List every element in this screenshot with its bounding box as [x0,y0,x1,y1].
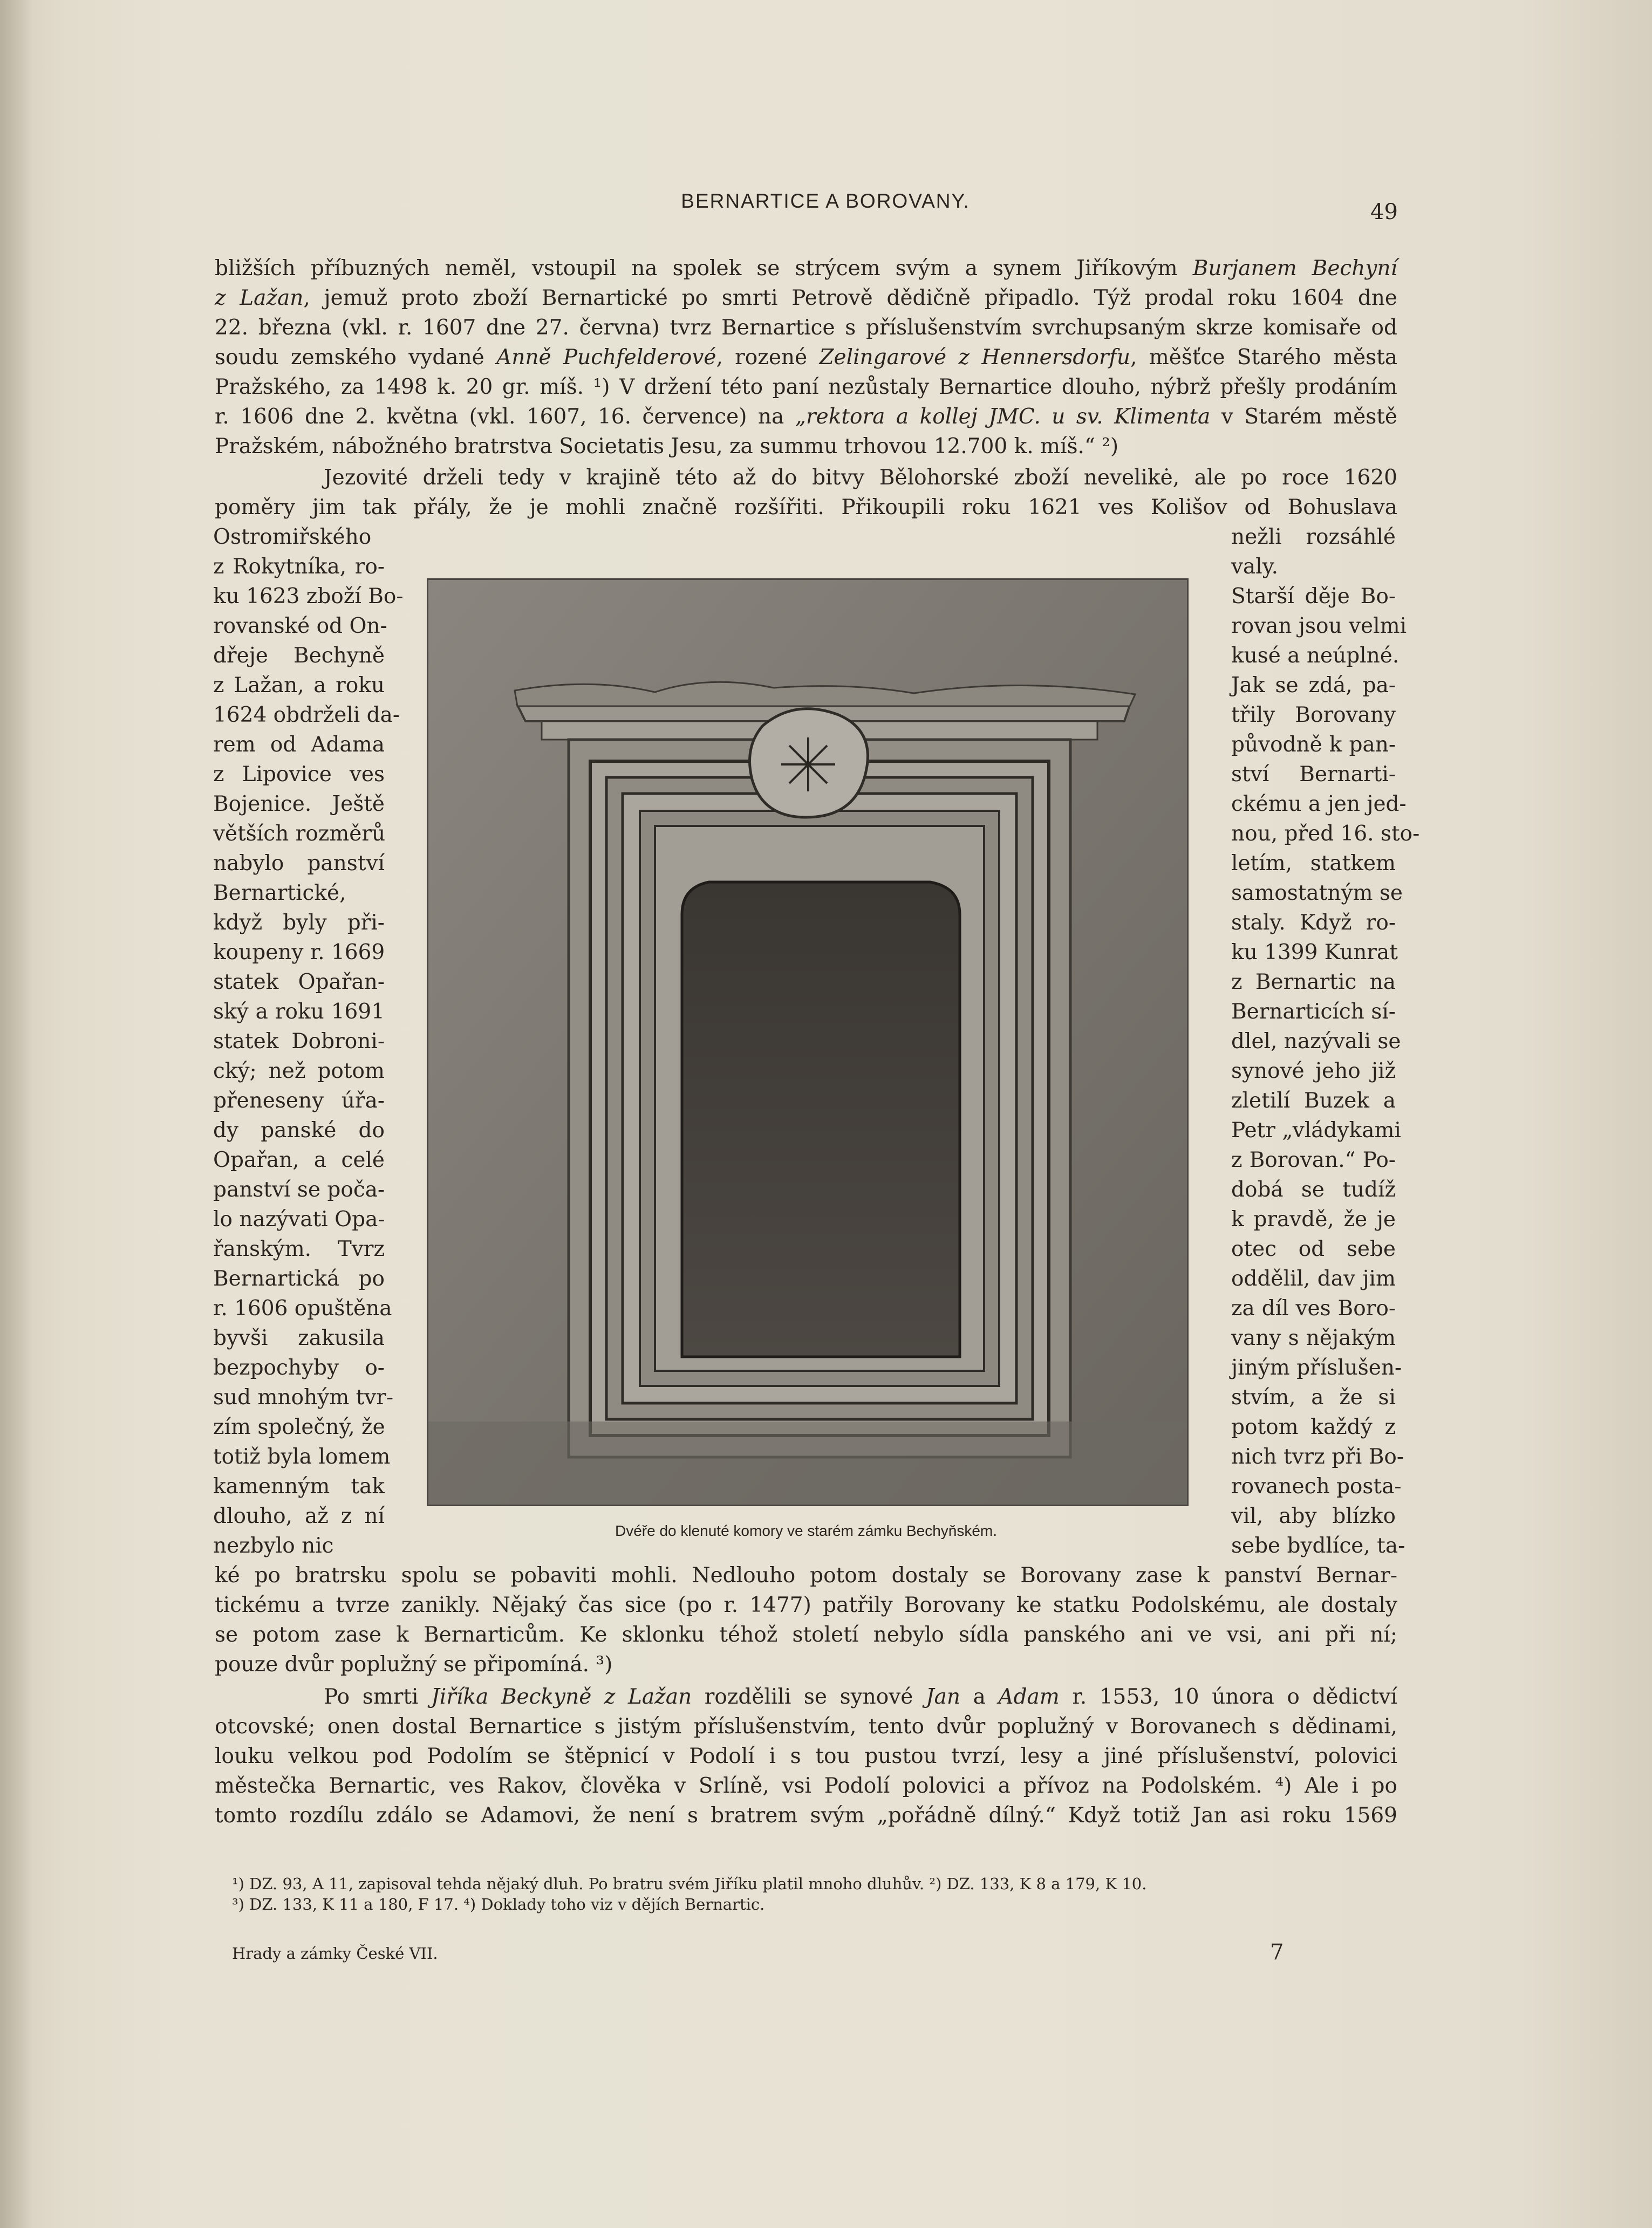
right-column-line: oddělil, dav jim [1231,1267,1396,1291]
body-line: pouze dvůr poplužný se připomíná. ³) [215,1652,613,1677]
body-line: bližších příbuzných neměl, vstoupil na spolek se strýcem svým a synem Jiříkovým Burjanem Bechyní [215,256,1397,281]
right-column-line: z Borovan.“ Po- [1231,1148,1396,1172]
left-column-line: přeneseny úřa- [213,1089,385,1113]
door-engraving [428,580,1187,1505]
right-column-line: rovan jsou velmi [1231,614,1407,638]
body-line: městečka Bernartic, ves Rakov, člověka v Srlíně, vsi Podolí polovici a přívoz na Podolském. ⁴) Ale i po [215,1774,1397,1798]
left-column-line: byvši zakusila [213,1326,385,1350]
right-column-line: vil, aby blízko [1231,1504,1396,1528]
left-column-line: r. 1606 opuštěna [213,1296,392,1321]
left-column-line: nabylo panství [213,851,385,876]
binding-gutter [0,0,32,2228]
body-line: se potom zase k Bernarticům. Ke sklonku téhož století nebylo sídla panského ani ve vsi, ani při ní; [215,1623,1397,1647]
left-column-line: řanským. Tvrz [213,1237,385,1261]
right-column-line: valy. [1231,555,1279,579]
body-line: r. 1606 dne 2. května (vkl. 1607, 16. července) na „rektora a kollej JMC. u sv. Klimenta v Starém městě [215,405,1397,429]
right-column-line: sebe bydlíce, ta- [1231,1534,1405,1558]
right-column-line: dlel, nazývali se [1231,1029,1401,1054]
body-line: Pražského, za 1498 k. 20 gr. míš. ¹) V držení této paní nezůstaly Bernartice dlouho, nýbrž přešly prodáním [215,375,1397,399]
right-column-line: Jak se zdá, pa- [1231,673,1396,698]
right-column-line: Petr „vládykami [1231,1118,1401,1143]
left-column-line: z Lipovice ves [213,762,385,787]
right-column-line: zletilí Buzek a [1231,1089,1396,1113]
left-column-line: dy panské do [213,1118,385,1143]
running-title: BERNARTICE A BOROVANY. [681,190,970,212]
figure-caption: Dvéře do klenuté komory ve starém zámku Bechyňském. [615,1522,998,1539]
right-column-line: z Bernartic na [1231,970,1396,994]
left-column-line: zím společný, že [213,1415,385,1439]
body-line: Jezovité drželi tedy v krajině této až do bitvy Bělohorské zboží nevelikė, ale po roce 1620 [324,466,1397,490]
right-column-line: rovanech posta- [1231,1474,1402,1499]
right-column-line: nich tvrz při Bo- [1231,1445,1404,1469]
right-column-line: jiným příslušen- [1231,1356,1402,1380]
body-line: ké po bratrsku spolu se pobaviti mohli. Nedlouho potom dostaly se Borovany zase k panství Bernar- [215,1563,1397,1588]
right-column-line: ství Bernarti- [1231,762,1396,787]
left-column-line: Opařan, a celé [213,1148,385,1172]
page-number: 49 [1370,200,1398,224]
right-column-line: za díl ves Boro- [1231,1296,1396,1321]
left-column-line: z Rokytníka, ro- [213,555,385,579]
footnote: ³) DZ. 133, K 11 a 180, F 17. ⁴) Doklady toho viz v dějích Bernartic. [232,1895,765,1913]
book-title-footer: Hrady a zámky České VII. [232,1944,438,1963]
right-column-line: samostatným se [1231,881,1403,905]
left-column-line: panství se poča- [213,1178,385,1202]
left-column-line: dřeje Bechyně [213,644,385,668]
body-line: soudu zemského vydané Anně Puchfelderové, rozené Zelingarové z Hennersdorfu, měšťce Starého města [215,345,1398,370]
right-column-line: ku 1399 Kunrat [1231,940,1398,965]
right-column-line: stvím, a že si [1231,1385,1396,1410]
right-column-line: nou, před 16. sto- [1231,822,1420,846]
left-column-line: cký; než potom [213,1059,385,1083]
body-line: tomto rozdílu zdálo se Adamovi, že není s bratrem svým „pořádně dílný.“ Když totiž Jan asi roku 1569 [215,1803,1397,1828]
right-column-line: Bernarticích sí- [1231,1000,1396,1024]
right-column-line: letím, statkem [1231,851,1396,876]
left-column-line: statek Dobroni- [213,1029,385,1054]
right-column-line: třily Borovany [1231,703,1396,727]
right-column-line: dobá se tudíž [1231,1178,1396,1202]
body-line: louku velkou pod Podolím se štěpnicí v Podolí i s tou pustou tvrzí, lesy a jiné příslušenství, polovici [215,1744,1397,1768]
left-column-line: Bojenice. Ještě [213,792,385,816]
left-column-line: Ostromiřského [213,525,372,549]
right-column-line: vany s nějakým [1231,1326,1396,1350]
left-column-line: kamenným tak [213,1474,385,1499]
left-column-line: statek Opařan- [213,970,385,994]
right-column-line: nežli rozsáhlé [1231,525,1396,549]
signature-mark: 7 [1270,1940,1284,1965]
left-column-line: dlouho, až z ní [213,1504,385,1528]
left-column-line: ský a roku 1691 [213,1000,385,1024]
right-column-line: původně k pan- [1231,733,1396,757]
left-column-line: koupeny r. 1669 [213,940,385,965]
footnote: ¹) DZ. 93, A 11, zapisoval tehda nějaký dluh. Po bratru svém Jiříku platil mnoho dluhův. ²) DZ. 133, K 8 a 179, K 10. [232,1875,1147,1893]
left-column-line: větších rozměrů [213,822,386,846]
right-column-line: otec od sebe [1231,1237,1396,1261]
right-column-line: Starší děje Bo- [1231,584,1396,609]
left-column-line: bezpochyby o- [213,1356,385,1380]
right-column-line: ckému a jen jed- [1231,792,1407,816]
left-column-line: když byly při- [213,911,385,935]
body-line: Po smrti Jiříka Beckyně z Lažan rozdělili se synové Jan a Adam r. 1553, 10 února o dědictví [324,1685,1398,1709]
door-illustration [427,578,1189,1506]
body-line: Pražském, nábožného bratrstva Societatis Jesu, za summu trhovou 12.700 k. míš.“ ²) [215,434,1119,459]
body-line: otcovské; onen dostal Bernartice s jistým příslušenstvím, tento dvůr poplužný v Borovanech s dědinami, [215,1714,1397,1739]
body-line: z Lažan, jemuž proto zboží Bernartické po smrti Petrově dědičně připadlo. Týž prodal roku 1604 dne [215,286,1397,310]
left-column-line: ku 1623 zboží Bo- [213,584,404,609]
left-column-line: z Lažan, a roku [213,673,385,698]
left-column-line: rovanské od On- [213,614,387,638]
right-column-line: staly. Když ro- [1231,911,1396,935]
body-line: 22. března (vkl. r. 1607 dne 27. června) tvrz Bernartice s příslušenstvím svrchupsaným skrze komisaře od [215,316,1397,340]
left-column-line: sud mnohým tvr- [213,1385,394,1410]
left-column-line: lo nazývati Opa- [213,1207,385,1232]
left-column-line: Bernartická po [213,1267,385,1291]
left-column-line: totiž byla lomem [213,1445,391,1469]
right-column-line: synové jeho již [1231,1059,1396,1083]
left-column-line: rem od Adama [213,733,385,757]
body-line: poměry jim tak přály, že je mohli značně rozšířiti. Přikoupili roku 1621 ves Kolišov od Bohuslava [215,495,1397,520]
right-column-line: k pravdě, že je [1231,1207,1396,1232]
left-column-line: nezbylo nic [213,1534,334,1558]
right-column-line: potom každý z [1231,1415,1396,1439]
left-column-line: 1624 obdrželi da- [213,703,400,727]
right-column-line: kusé a neúplné. [1231,644,1400,668]
left-column-line: Bernartické, [213,881,346,905]
body-line: tickému a tvrze zanikly. Nějaký čas sice (po r. 1477) patřily Borovany ke statku Podolskému, ale dostaly [215,1593,1397,1617]
